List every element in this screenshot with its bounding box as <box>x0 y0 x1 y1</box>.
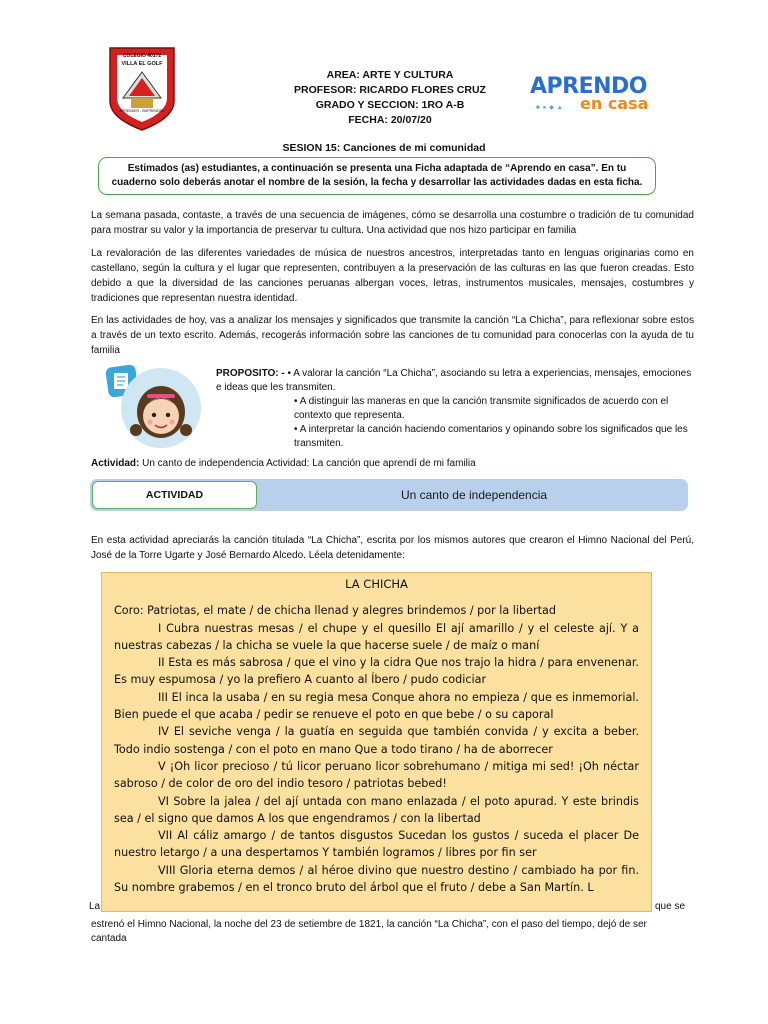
song-intro: En esta actividad apreciarás la canción titulada “La Chicha”, escrita por los mismos autores que crearon el Himno Nacional del Perú, José de la Torre Ugarte y José Bernardo Alcedo. Léela detenidamente: <box>91 535 694 561</box>
song-coro: Coro: Patriotas, el mate / de chicha llenad y alegres brindemos / por la libertad <box>114 604 556 618</box>
notice-line2: cuaderno solo deberás anotar el nombre de la sesión, la fecha y desarrollar las actividades dadas en esta ficha. <box>111 177 643 188</box>
header-grado: GRADO Y SECCION: 1RO A-B <box>315 99 465 111</box>
header-fecha: FECHA: 20/07/20 <box>348 114 432 126</box>
activity-bar-label: ACTIVIDAD <box>92 481 257 509</box>
crest-line2: VILLA EL GOLF <box>121 61 163 67</box>
bottom-line-3: cantada <box>91 933 127 944</box>
aprendo-en-casa-logo <box>530 76 660 112</box>
header-area: AREA: ARTE Y CULTURA <box>326 69 454 81</box>
song-title: LA CHICHA <box>345 577 408 591</box>
song-verse: V ¡Oh licor precioso / tú licor peruano licor sobrehumano / mitiga mi sed! ¡Oh néctar sabroso / de color de oro del indio tesoro / patriotas bebed! <box>114 759 639 791</box>
session-title: SESION 15: Canciones de mi comunidad <box>282 142 486 154</box>
song-verse: I Cubra nuestras mesas / el chupe y el quesillo El ají amarillo / y el celeste ají. Y a nuestras cabezas / la chicha se vuele la que hacerse suele / de maíz o maní <box>114 621 639 652</box>
brand-word-aprendo: APRENDO <box>530 74 647 99</box>
brand-word-en-casa: en casa <box>580 94 649 113</box>
bottom-line-2: estrenó el Himno Nacional, la noche del 23 de setiembre de 1821, la canción “La Chicha”, con el paso del tiempo, dejó de ser <box>91 919 647 930</box>
header-profesor: PROFESOR: RICARDO FLORES CRUZ <box>294 84 486 96</box>
crest-motto: APRENDER - EMPRENDER <box>119 109 165 113</box>
purpose-item-1: • A valorar la canción “La Chicha”, asociando su letra a experiencias, mensajes, emociones e ideas que les transmiten. <box>216 368 692 393</box>
purpose-item-3: • A interpretar la canción haciendo comentarios y opinando sobre los significados que les transmiten. <box>294 424 688 449</box>
document-header <box>250 68 530 128</box>
school-crest <box>107 46 177 132</box>
song-verse: VII Al cáliz amargo / de tantos disgustos Sucedan los gustos / suceda el placer De nuestro letargo / a una despertamos Y también logramos / libres por fin ser <box>114 829 639 860</box>
song-verse: II Esta es más sabrosa / que el vino y la cidra Que nos trajo la hidra / para envenenar. Es muy espumosa / yo la prefiero A cuanto al Íbero / pudo codiciar <box>114 656 639 687</box>
notice-box <box>98 157 656 195</box>
song-verse: III El inca la usaba / en su regia mesa Conque ahora no empieza / que es inmemorial. Bien puede el que acaba / pedir se renueve el poto en que bebe / o su caporal <box>114 690 639 722</box>
activity-line-label: Actividad: <box>91 458 140 469</box>
crest-line1: COLEGIO 40172 <box>122 53 162 59</box>
bottom-lead: La <box>89 901 101 912</box>
paragraph-1: La semana pasada, contaste, a través de una secuencia de imágenes, cómo se desarrolla una costumbre o tradición de tu comunidad para mostrar su valor y la importancia de preservar tu cultura. Una actividad que nos hizo participar en familia <box>91 210 694 236</box>
song-verse: IV El seviche venga / la guatía en seguida que también convida / y excita a beber. Todo indio sostenga / con el poto en mano Que a todo tirano / ha de aborrecer <box>114 725 639 756</box>
student-girl-icon <box>103 362 211 452</box>
song-box <box>101 572 652 912</box>
bottom-tail: que se <box>655 901 686 912</box>
paragraph-3: En las actividades de hoy, vas a analizar los mensajes y significados que transmite la canción “La Chicha”, para reflexionar sobre estos a través de un texto escrito. Además, recogerás información sobre las canciones de tu comunidad para conocerlas con la ayuda de tu familia <box>91 315 694 356</box>
activity-bar-title: Un canto de independencia <box>400 488 548 502</box>
purpose-label: PROPOSITO: - <box>216 368 285 379</box>
song-verse: VIII Gloria eterna demos / al héroe divino que nuestro destino / cambiado ha por fin. Su nombre grabemos / en el tronco bruto del árbol que el fruto / debe a San Martín. L <box>114 863 639 895</box>
purpose-section <box>216 367 694 451</box>
activity-line-text: Un canto de independencia Actividad: La canción que aprendí de mi familia <box>139 458 476 469</box>
notice-line1: Estimados (as) estudiantes, a continuación se presenta una Ficha adaptada de “Aprendo en casa”. En tu <box>127 163 627 174</box>
purpose-item-2: • A distinguir las maneras en que la canción transmite significados de acuerdo con el contexto que representa. <box>294 396 669 421</box>
paragraph-2: La revaloración de las diferentes variedades de música de nuestros ancestros, interpretadas tanto en lenguas originarias como en castellano, según la cultura y el lugar que representen, contribuyen a la preservación de las culturas en las que fueron creadas. Esto debido a que la diversidad de las canciones peruanas albergan voces, letras, instrumentos musicales, mensajes, costumbres y tradiciones que representan nuestra identidad. <box>91 248 694 304</box>
brand-dots-icon: ■●◆▲ <box>536 105 566 111</box>
activity-line <box>91 458 694 469</box>
song-verse: VI Sobre la jalea / del ají untada con mano enlazada / el poto apurad. Y este brindis sea / el signo que damos A los que engendramos / con la libertad <box>114 794 639 825</box>
